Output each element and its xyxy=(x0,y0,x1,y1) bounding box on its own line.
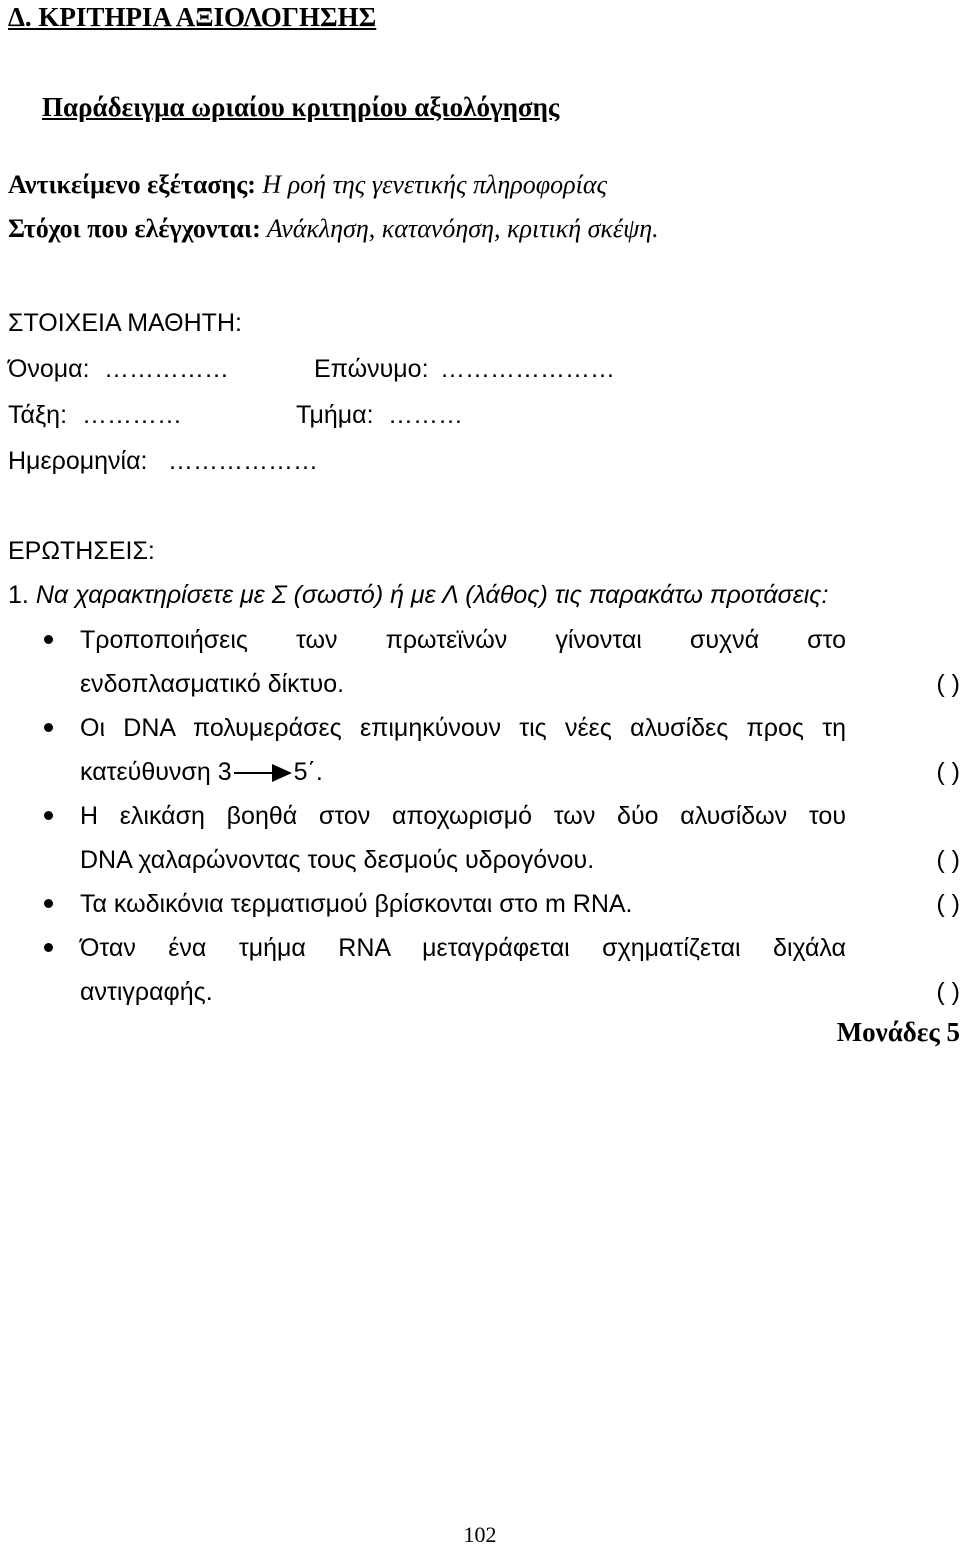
section-title: Δ. ΚΡΙΤΗΡΙΑ ΑΞΙΟΛΟΓΗΣΗΣ xyxy=(8,2,377,32)
class-label: Τάξη: xyxy=(8,401,68,429)
answer-box-1[interactable]: ( ) xyxy=(936,670,960,698)
bullet-icon xyxy=(44,811,53,820)
questions-header: ΕΡΩΤΗΣΕΙΣ: xyxy=(8,537,155,565)
statement-2-direction-start: κατεύθυνση 3 xyxy=(80,758,232,786)
page-number: 102 xyxy=(463,1522,497,1547)
statement-3-line-2: DNA χαλαρώνοντας τους δεσμούς υδρογόνου. xyxy=(80,846,595,874)
bullet-icon xyxy=(44,899,53,908)
right-arrow-icon xyxy=(232,762,294,784)
statement-4-line-1: Τα κωδικόνια τερματισμού βρίσκονται στο m RNA. xyxy=(80,890,633,918)
answer-box-4[interactable]: ( ) xyxy=(936,890,960,918)
statement-5-line-2: αντιγραφής. xyxy=(80,978,213,1006)
class-field[interactable]: ………… xyxy=(82,401,182,429)
statement-5-line-1: Όταν ένα τμήμα RNA μεταγράφεται σχηματίζεται διχάλα xyxy=(80,934,846,962)
exam-subject-value: Η ροή της γενετικής πληροφορίας xyxy=(255,170,608,199)
surname-label: Επώνυμο: xyxy=(314,355,429,383)
exam-subject-label: Αντικείμενο εξέτασης: xyxy=(8,170,256,199)
statement-2-line-2 xyxy=(80,750,846,794)
statement-1-line-2: ενδοπλασματικό δίκτυο. xyxy=(80,670,345,698)
answer-box-2[interactable]: ( ) xyxy=(936,758,960,786)
answer-box-5[interactable]: ( ) xyxy=(936,978,960,1006)
bullet-icon xyxy=(44,723,53,732)
question-1 xyxy=(8,578,828,612)
exam-subject-line xyxy=(8,168,607,202)
goals-value: Ανάκληση, κατανόηση, κριτική σκέψη. xyxy=(260,214,659,243)
goals-line xyxy=(8,212,659,246)
section-field[interactable]: ……… xyxy=(388,401,463,429)
question-1-text: Να χαρακτηρίσετε με Σ (σωστό) ή με Λ (λάθος) τις παρακάτω προτάσεις: xyxy=(35,581,829,609)
goals-label: Στόχοι που ελέγχονται: xyxy=(8,214,261,243)
name-field[interactable]: …………… xyxy=(104,355,229,383)
question-1-number: 1. xyxy=(8,581,29,609)
date-label: Ημερομηνία: xyxy=(8,447,148,475)
name-label: Όνομα: xyxy=(8,355,90,383)
statement-3-line-1: Η ελικάση βοηθά στον αποχωρισμό των δύο αλυσίδων του xyxy=(80,802,846,830)
section-label: Τμήμα: xyxy=(296,401,374,429)
score-label: Μονάδες 5 xyxy=(836,1017,960,1047)
surname-field[interactable]: ………………… xyxy=(440,355,615,383)
date-field[interactable]: ……………… xyxy=(168,447,318,475)
bullet-icon xyxy=(44,635,53,644)
statement-2-line-1: Οι DNA πολυμεράσες επιμηκύνουν τις νέες αλυσίδες προς τη xyxy=(80,714,846,742)
statement-1-line-1: Τροποποιήσεις των πρωτεϊνών γίνονται συχνά στο xyxy=(80,626,846,654)
bullet-icon xyxy=(44,943,53,952)
subtitle: Παράδειγμα ωριαίου κριτηρίου αξιολόγησης xyxy=(42,92,560,122)
statement-2-direction-end: 5΄. xyxy=(293,758,323,786)
student-header: ΣΤΟΙΧΕΙΑ ΜΑΘΗΤΗ: xyxy=(8,309,242,337)
answer-box-3[interactable]: ( ) xyxy=(936,846,960,874)
